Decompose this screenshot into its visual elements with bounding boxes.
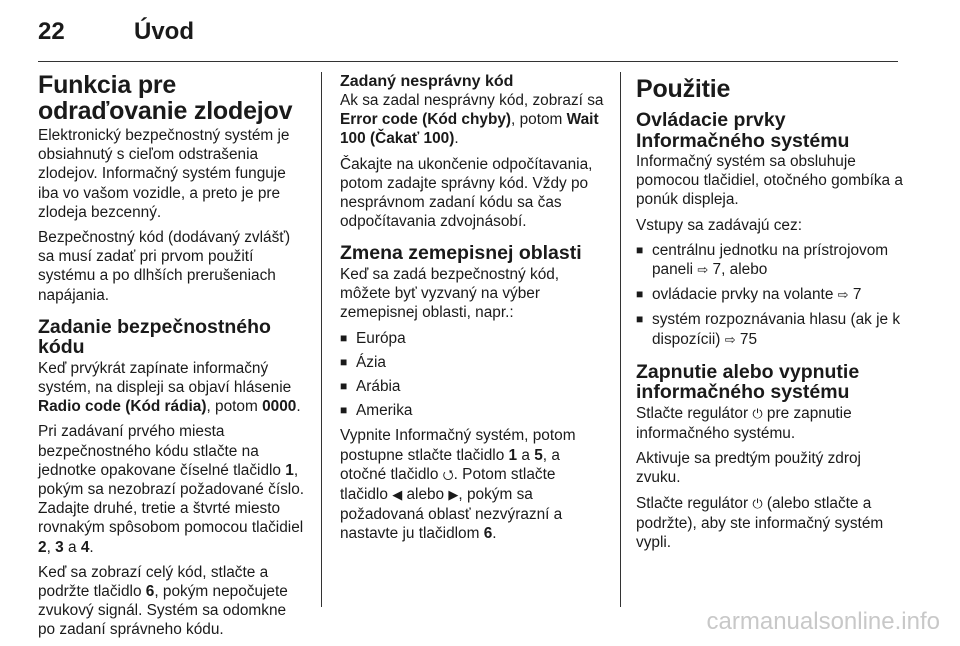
watermark: carmanualsonline.info (706, 608, 940, 635)
page-ref[interactable]: 7 (712, 261, 722, 279)
paragraph: Pri zadávaní prvého miesta bezpečnostného kódu stlačte na jednotke opakovane číselné tlačidlo 1, pokým sa nezobrazí požadované číslo. Zadajte druhé, tretie a štvrté miesto rovnakým spôsobom pomocou tlačidiel 2, 3 a 4. (38, 423, 305, 556)
paragraph: Bezpečnostný kód (dodávaný zvlášť) sa musí zadať pri prvom použití systému a po dlhších prerušeniach napájania. (38, 229, 291, 304)
list-item: ■ Európa (340, 329, 606, 348)
list-item: ■ Ázia (340, 353, 606, 372)
heading-wrong-code: Zadaný nesprávny kód (340, 73, 514, 90)
page-ref-icon: ⇨ (697, 263, 709, 279)
right-arrow-icon: ▶ (448, 487, 459, 503)
rotary-knob-icon: ⭯ (442, 467, 454, 483)
heading-enter-code: Zadanie bezpečnostného kódu (38, 315, 271, 359)
column-3 (636, 72, 904, 558)
paragraph: Vstupy sa zadávajú cez: (636, 216, 802, 234)
page-number: 22 (38, 18, 65, 45)
list-item: ■ centrálnu jednotku na prístrojovom paneli ⇨ 7, alebo (636, 241, 904, 280)
heading-controls: Ovládacie prvky Informačného systému (636, 109, 850, 152)
list-item: ■ Arábia (340, 377, 606, 396)
left-arrow-icon: ◀ (392, 487, 403, 503)
heading-power: Zapnutie alebo vypnutie informačného systému (636, 360, 860, 404)
input-list (636, 241, 904, 350)
column-divider-2 (620, 72, 621, 607)
paragraph: Čakajte na ukončenie odpočítavania, potom zadajte správny kód. Vždy po nesprávnom zadaní kódu sa čas odpočítavania zdvojnásobí. (340, 155, 593, 231)
paragraph: Ak sa zadal nesprávny kód, zobrazí sa Error code (Kód chyby), potom Wait 100 (Čakať 100). (340, 92, 604, 148)
page-header (38, 18, 898, 58)
chapter-title: Úvod (134, 18, 194, 45)
list-item: ■ Amerika (340, 401, 606, 420)
list-item: ■ ovládacie prvky na volante ⇨ 7 (636, 285, 904, 305)
paragraph: Vypnite Informačný systém, potom postupne stlačte tlačidlo 1 a 5, a otočné tlačidlo ⭯. Potom stlačte tlačidlo ◀ alebo ▶, pokým sa požadovaná oblasť nezvýrazní a nastavte ju tlačidlom 6. (340, 427, 576, 543)
column-1 (38, 72, 306, 646)
section-title-usage: Použitie (636, 75, 731, 103)
paragraph: Keď sa zobrazí celý kód, stlačte a podržte tlačidlo 6, pokým nepočujete zvukový signál. Systém sa odomkne po zadaní správneho kódu. (38, 563, 288, 639)
column-2 (340, 72, 606, 550)
page-ref-icon: ⇨ (724, 332, 736, 348)
paragraph: Stlačte regulátor ⏻ pre zapnutie informačného systému. (636, 404, 852, 443)
paragraph: Keď prvýkrát zapínate informačný systém, na displeji sa objaví hlásenie Radio code (Kód rádia), potom 0000. (38, 359, 301, 416)
page-ref[interactable]: 7 (852, 286, 862, 304)
paragraph: Aktivuje sa predtým použitý zdroj zvuku. (636, 450, 861, 487)
header-rule (38, 61, 898, 62)
region-list (340, 329, 606, 421)
paragraph: Keď sa zadá bezpečnostný kód, môžete byť vyzvaný na výber zemepisnej oblasti, napr.: (340, 265, 560, 322)
page-ref[interactable]: 75 (739, 330, 758, 348)
paragraph: Informačný systém sa obsluhuje pomocou tlačidiel, otočného gombíka a ponúk displeja. (636, 153, 903, 209)
paragraph: Stlačte regulátor ⏻ (alebo stlačte a podržte), aby ste informačný systém vypli. (636, 494, 884, 552)
page-ref-icon: ⇨ (837, 288, 849, 304)
section-title-anti-theft: Funkcia pre odraďovanie zlodejov (38, 71, 293, 125)
power-icon: ⏻ (752, 496, 763, 512)
list-item: ■ systém rozpoznávania hlasu (ak je k dispozícii) ⇨ 75 (636, 310, 904, 349)
heading-change-region: Zmena zemepisnej oblasti (340, 242, 582, 265)
power-icon: ⏻ (752, 406, 763, 422)
column-divider-1 (321, 72, 322, 607)
paragraph: Elektronický bezpečnostný systém je obsiahnutý s cieľom odstrašenia zlodejov. Informačný systém funguje iba vo vašom vozidle, a preto je pre zlodeja bezcenný. (38, 127, 290, 221)
